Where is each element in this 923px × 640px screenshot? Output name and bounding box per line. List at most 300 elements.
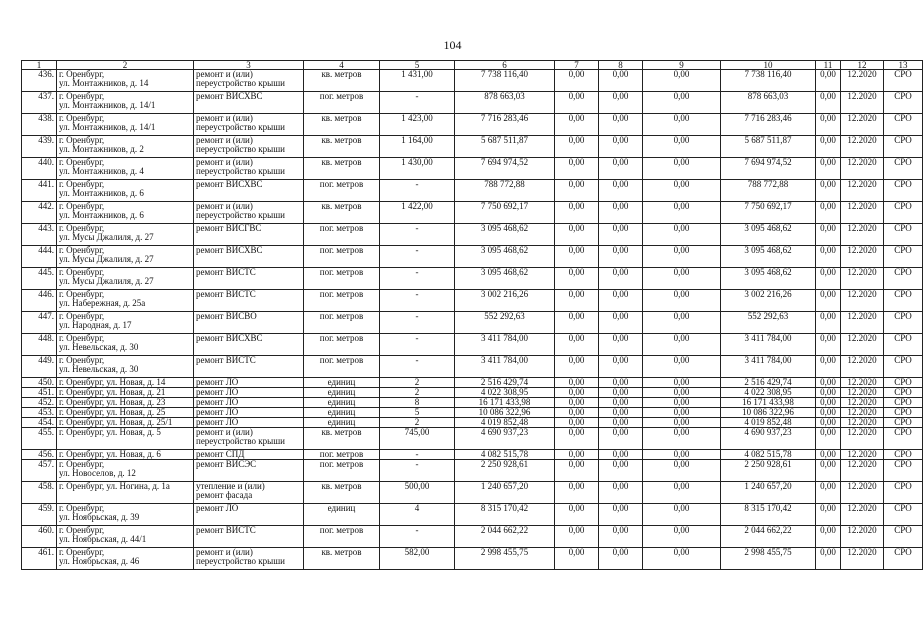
row-number: 443. [22,224,57,246]
unit-cell: единиц [304,378,380,388]
address-cell-line: г. Оренбург, [59,333,105,343]
fund-federal-cell: 0,00 [555,312,599,334]
address-cell-line: г. Оренбург, ул. Новая, д. 6 [59,449,161,459]
work-type-cell [194,460,304,482]
unit-cell: кв. метров [304,428,380,450]
fund-local-cell: 0,00 [643,398,721,408]
row-number: 459. [22,504,57,526]
deadline-cell: 12.2020 [841,202,884,224]
unit-cell: единиц [304,388,380,398]
table-row [22,290,923,312]
deadline-cell: 12.2020 [841,378,884,388]
cost-total-cell: 7 694 974,52 [455,158,555,180]
work-type-cell-line: ремонт ЛО [196,377,239,387]
quantity-cell: 4 [380,504,455,526]
fund-owners-cell: 3 002 216,26 [721,290,816,312]
fund-regional-cell: 0,00 [599,526,643,548]
work-type-cell-line: утепление и (или) [196,481,265,491]
work-type-cell-line: ремонт и (или) [196,201,253,211]
column-number: 3 [194,61,304,70]
method-cell: СРО [884,548,923,570]
work-type-cell [194,504,304,526]
method-cell: СРО [884,378,923,388]
unit-cell: пог. метров [304,356,380,378]
fund-other-cell: 0,00 [816,548,841,570]
deadline-cell: 12.2020 [841,268,884,290]
column-number: 2 [57,61,194,70]
fund-local-cell: 0,00 [643,114,721,136]
table-row [22,158,923,180]
address-cell [57,460,194,482]
row-number: 439. [22,136,57,158]
cost-total-cell: 3 095 468,62 [455,268,555,290]
cost-total-cell: 1 240 657,20 [455,482,555,504]
unit-cell: пог. метров [304,268,380,290]
cost-total-cell: 7 750 692,17 [455,202,555,224]
work-type-cell-line: ремонт ВИСТС [196,289,256,299]
deadline-cell: 12.2020 [841,548,884,570]
column-number: 5 [380,61,455,70]
work-type-cell [194,526,304,548]
column-number: 8 [599,61,643,70]
method-cell: СРО [884,290,923,312]
fund-regional-cell: 0,00 [599,202,643,224]
fund-other-cell: 0,00 [816,482,841,504]
deadline-cell: 12.2020 [841,398,884,408]
work-type-cell [194,202,304,224]
work-type-cell [194,224,304,246]
cost-total-cell: 2 044 662,22 [455,526,555,548]
cost-total-cell: 3 095 468,62 [455,224,555,246]
fund-local-cell: 0,00 [643,202,721,224]
cost-total-cell: 2 516 429,74 [455,378,555,388]
fund-local-cell: 0,00 [643,460,721,482]
table-row [22,334,923,356]
work-type-cell [194,548,304,570]
fund-regional-cell: 0,00 [599,482,643,504]
work-type-cell [194,268,304,290]
quantity-cell: 8 [380,398,455,408]
work-type-cell-line: ремонт ЛО [196,407,239,417]
quantity-cell: - [380,92,455,114]
fund-owners-cell: 7 716 283,46 [721,114,816,136]
method-cell: СРО [884,92,923,114]
method-cell: СРО [884,460,923,482]
fund-owners-cell: 4 690 937,23 [721,428,816,450]
table-row [22,504,923,526]
work-type-cell [194,136,304,158]
unit-cell: кв. метров [304,202,380,224]
cost-total-cell: 3 411 784,00 [455,356,555,378]
method-cell: СРО [884,114,923,136]
work-type-cell [194,312,304,334]
method-cell: СРО [884,70,923,92]
method-cell: СРО [884,482,923,504]
fund-federal-cell: 0,00 [555,378,599,388]
fund-other-cell: 0,00 [816,312,841,334]
table-row [22,180,923,202]
cost-total-cell: 16 171 433,98 [455,398,555,408]
fund-local-cell: 0,00 [643,158,721,180]
fund-regional-cell: 0,00 [599,388,643,398]
deadline-cell: 12.2020 [841,312,884,334]
method-cell: СРО [884,356,923,378]
unit-cell: кв. метров [304,482,380,504]
row-number: 457. [22,460,57,482]
quantity-cell: - [380,460,455,482]
address-cell-line: г. Оренбург, [59,289,105,299]
deadline-cell: 12.2020 [841,224,884,246]
method-cell: СРО [884,388,923,398]
deadline-cell: 12.2020 [841,356,884,378]
unit-cell: пог. метров [304,246,380,268]
row-number: 441. [22,180,57,202]
table-row [22,70,923,92]
cost-total-cell: 7 738 116,40 [455,70,555,92]
address-cell-line: г. Оренбург, [59,311,105,321]
work-type-cell-line: переустройство крыши [196,78,285,88]
fund-federal-cell: 0,00 [555,388,599,398]
row-number: 451. [22,388,57,398]
method-cell: СРО [884,158,923,180]
column-number: 4 [304,61,380,70]
address-cell-line: г. Оренбург, [59,525,105,535]
address-cell [57,504,194,526]
work-type-cell [194,398,304,408]
address-cell-line: г. Оренбург, [59,91,105,101]
work-type-cell-line: ремонт и (или) [196,427,253,437]
quantity-cell: - [380,312,455,334]
fund-other-cell: 0,00 [816,356,841,378]
address-cell [57,356,194,378]
fund-federal-cell: 0,00 [555,548,599,570]
fund-local-cell: 0,00 [643,180,721,202]
page-number: 104 [443,38,462,52]
table-row [22,202,923,224]
fund-local-cell: 0,00 [643,224,721,246]
fund-other-cell: 0,00 [816,246,841,268]
work-type-cell-line: ремонт ЛО [196,387,239,397]
fund-federal-cell: 0,00 [555,136,599,158]
table-row [22,114,923,136]
fund-other-cell: 0,00 [816,114,841,136]
address-cell-line: г. Оренбург, [59,459,105,469]
fund-other-cell: 0,00 [816,268,841,290]
fund-other-cell: 0,00 [816,378,841,388]
quantity-cell: 1 431,00 [380,70,455,92]
address-cell [57,224,194,246]
fund-regional-cell: 0,00 [599,428,643,450]
row-number: 458. [22,482,57,504]
register-table [21,60,923,570]
fund-owners-cell: 878 663,03 [721,92,816,114]
address-cell-line: ул. Ноябрьская, д. 39 [59,512,140,522]
quantity-cell: 5 [380,408,455,418]
fund-regional-cell: 0,00 [599,268,643,290]
method-cell: СРО [884,526,923,548]
fund-other-cell: 0,00 [816,460,841,482]
unit-cell: кв. метров [304,158,380,180]
table-row [22,388,923,398]
fund-owners-cell: 3 095 468,62 [721,246,816,268]
address-cell [57,418,194,428]
work-type-cell [194,180,304,202]
fund-other-cell: 0,00 [816,334,841,356]
quantity-cell: 582,00 [380,548,455,570]
fund-federal-cell: 0,00 [555,92,599,114]
fund-local-cell: 0,00 [643,290,721,312]
unit-cell: единиц [304,504,380,526]
unit-cell: пог. метров [304,224,380,246]
cost-total-cell: 4 022 308,95 [455,388,555,398]
row-number: 453. [22,408,57,418]
fund-owners-cell: 3 411 784,00 [721,356,816,378]
deadline-cell: 12.2020 [841,428,884,450]
deadline-cell: 12.2020 [841,92,884,114]
fund-regional-cell: 0,00 [599,548,643,570]
cost-total-cell: 2 998 455,75 [455,548,555,570]
fund-owners-cell: 7 738 116,40 [721,70,816,92]
address-cell [57,180,194,202]
fund-owners-cell: 10 086 322,96 [721,408,816,418]
column-number: 13 [884,61,923,70]
table-row [22,92,923,114]
fund-owners-cell: 2 044 662,22 [721,526,816,548]
fund-federal-cell: 0,00 [555,114,599,136]
address-cell-line: г. Оренбург, [59,503,105,513]
unit-cell: пог. метров [304,92,380,114]
cost-total-cell: 788 772,88 [455,180,555,202]
fund-owners-cell: 4 082 515,78 [721,450,816,460]
address-cell [57,482,194,504]
work-type-cell [194,114,304,136]
fund-local-cell: 0,00 [643,504,721,526]
address-cell-line: ул. Монтажников, д. 6 [59,188,144,198]
fund-local-cell: 0,00 [643,136,721,158]
unit-cell: кв. метров [304,548,380,570]
fund-regional-cell: 0,00 [599,408,643,418]
row-number: 452. [22,398,57,408]
work-type-cell-line: ремонт и (или) [196,157,253,167]
cost-total-cell: 8 315 170,42 [455,504,555,526]
work-type-cell-line: ремонт ВИСХВС [196,333,263,343]
address-cell [57,92,194,114]
row-number: 454. [22,418,57,428]
fund-local-cell: 0,00 [643,312,721,334]
fund-regional-cell: 0,00 [599,504,643,526]
work-type-cell [194,378,304,388]
fund-local-cell: 0,00 [643,356,721,378]
fund-owners-cell: 4 022 308,95 [721,388,816,398]
work-type-cell [194,92,304,114]
quantity-cell: 2 [380,378,455,388]
work-type-cell-line: переустройство крыши [196,556,285,566]
fund-owners-cell: 3 411 784,00 [721,334,816,356]
fund-regional-cell: 0,00 [599,290,643,312]
method-cell: СРО [884,268,923,290]
address-cell-line: ул. Мусы Джалиля, д. 27 [59,232,154,242]
work-type-cell-line: ремонт СПД [196,449,245,459]
address-cell-line: г. Оренбург, [59,355,105,365]
unit-cell: пог. метров [304,450,380,460]
fund-regional-cell: 0,00 [599,418,643,428]
work-type-cell [194,388,304,398]
row-number: 456. [22,450,57,460]
deadline-cell: 12.2020 [841,290,884,312]
fund-other-cell: 0,00 [816,180,841,202]
address-cell-line: г. Оренбург, [59,69,105,79]
unit-cell: пог. метров [304,312,380,334]
address-cell [57,158,194,180]
address-cell [57,312,194,334]
cost-total-cell: 5 687 511,87 [455,136,555,158]
unit-cell: пог. метров [304,180,380,202]
cost-total-cell: 878 663,03 [455,92,555,114]
fund-federal-cell: 0,00 [555,460,599,482]
fund-regional-cell: 0,00 [599,312,643,334]
work-type-cell-line: ремонт фасада [196,490,253,500]
table-row [22,482,923,504]
address-cell-line: ул. Мусы Джалиля, д. 27 [59,254,154,264]
fund-local-cell: 0,00 [643,428,721,450]
unit-cell: единиц [304,398,380,408]
address-cell-line: г. Оренбург, [59,201,105,211]
work-type-cell-line: ремонт ЛО [196,417,239,427]
address-cell [57,114,194,136]
quantity-cell: - [380,224,455,246]
work-type-cell-line: ремонт ВИСТС [196,525,256,535]
fund-other-cell: 0,00 [816,290,841,312]
address-cell-line: г. Оренбург, ул. Новая, д. 14 [59,377,166,387]
address-cell-line: г. Оренбург, [59,267,105,277]
address-cell-line: ул. Мусы Джалиля, д. 27 [59,276,154,286]
fund-local-cell: 0,00 [643,418,721,428]
fund-regional-cell: 0,00 [599,246,643,268]
row-number: 446. [22,290,57,312]
deadline-cell: 12.2020 [841,504,884,526]
address-cell-line: ул. Монтажников, д. 2 [59,144,144,154]
deadline-cell: 12.2020 [841,70,884,92]
work-type-cell-line: переустройство крыши [196,144,285,154]
cost-total-cell: 10 086 322,96 [455,408,555,418]
deadline-cell: 12.2020 [841,136,884,158]
unit-cell: пог. метров [304,290,380,312]
fund-federal-cell: 0,00 [555,180,599,202]
unit-cell: пог. метров [304,460,380,482]
work-type-cell-line: ремонт и (или) [196,113,253,123]
address-cell [57,378,194,388]
fund-federal-cell: 0,00 [555,428,599,450]
column-number: 10 [721,61,816,70]
method-cell: СРО [884,224,923,246]
work-type-cell-line: ремонт и (или) [196,135,253,145]
quantity-cell: 1 422,00 [380,202,455,224]
work-type-cell [194,428,304,450]
address-cell [57,268,194,290]
row-number: 437. [22,92,57,114]
address-cell [57,70,194,92]
work-type-cell-line: ремонт ВИСХВС [196,245,263,255]
address-cell [57,526,194,548]
fund-other-cell: 0,00 [816,450,841,460]
fund-other-cell: 0,00 [816,388,841,398]
work-type-cell-line: ремонт ВИСЭС [196,459,257,469]
address-cell-line: ул. Новоселов, д. 12 [59,468,136,478]
fund-federal-cell: 0,00 [555,482,599,504]
fund-regional-cell: 0,00 [599,180,643,202]
table-row [22,246,923,268]
address-cell-line: г. Оренбург, ул. Новая, д. 5 [59,427,161,437]
method-cell: СРО [884,450,923,460]
quantity-cell: 2 [380,418,455,428]
work-type-cell-line: переустройство крыши [196,122,285,132]
column-number: 7 [555,61,599,70]
quantity-cell: 1 430,00 [380,158,455,180]
address-cell [57,246,194,268]
fund-federal-cell: 0,00 [555,290,599,312]
work-type-cell-line: ремонт ВИСХВС [196,91,263,101]
quantity-cell: - [380,246,455,268]
unit-cell: пог. метров [304,334,380,356]
table-row [22,418,923,428]
address-cell-line: ул. Ноябрьская, д. 46 [59,556,140,566]
fund-federal-cell: 0,00 [555,202,599,224]
deadline-cell: 12.2020 [841,460,884,482]
cost-total-cell: 3 411 784,00 [455,334,555,356]
fund-regional-cell: 0,00 [599,356,643,378]
cost-total-cell: 3 095 468,62 [455,246,555,268]
table-row [22,312,923,334]
unit-cell: единиц [304,418,380,428]
work-type-cell-line: ремонт и (или) [196,69,253,79]
table-row [22,450,923,460]
table-row [22,408,923,418]
fund-owners-cell: 3 095 468,62 [721,224,816,246]
work-type-cell-line: ремонт ЛО [196,503,239,513]
fund-owners-cell: 7 694 974,52 [721,158,816,180]
method-cell: СРО [884,246,923,268]
fund-regional-cell: 0,00 [599,92,643,114]
row-number: 448. [22,334,57,356]
work-type-cell [194,450,304,460]
fund-local-cell: 0,00 [643,70,721,92]
table-row [22,136,923,158]
fund-other-cell: 0,00 [816,224,841,246]
row-number: 442. [22,202,57,224]
work-type-cell-line: ремонт ЛО [196,397,239,407]
table-row [22,548,923,570]
deadline-cell: 12.2020 [841,158,884,180]
quantity-cell: 1 423,00 [380,114,455,136]
fund-owners-cell: 5 687 511,87 [721,136,816,158]
deadline-cell: 12.2020 [841,418,884,428]
work-type-cell [194,418,304,428]
address-cell-line: г. Оренбург, ул. Новая, д. 23 [59,397,166,407]
address-cell [57,334,194,356]
fund-other-cell: 0,00 [816,504,841,526]
fund-regional-cell: 0,00 [599,334,643,356]
fund-local-cell: 0,00 [643,92,721,114]
row-number: 444. [22,246,57,268]
address-cell-line: г. Оренбург, [59,547,105,557]
deadline-cell: 12.2020 [841,482,884,504]
fund-owners-cell: 8 315 170,42 [721,504,816,526]
work-type-cell-line: переустройство крыши [196,210,285,220]
quantity-cell: - [380,180,455,202]
table-row [22,224,923,246]
fund-owners-cell: 7 750 692,17 [721,202,816,224]
address-cell-line: г. Оренбург, ул. Новая, д. 21 [59,387,166,397]
